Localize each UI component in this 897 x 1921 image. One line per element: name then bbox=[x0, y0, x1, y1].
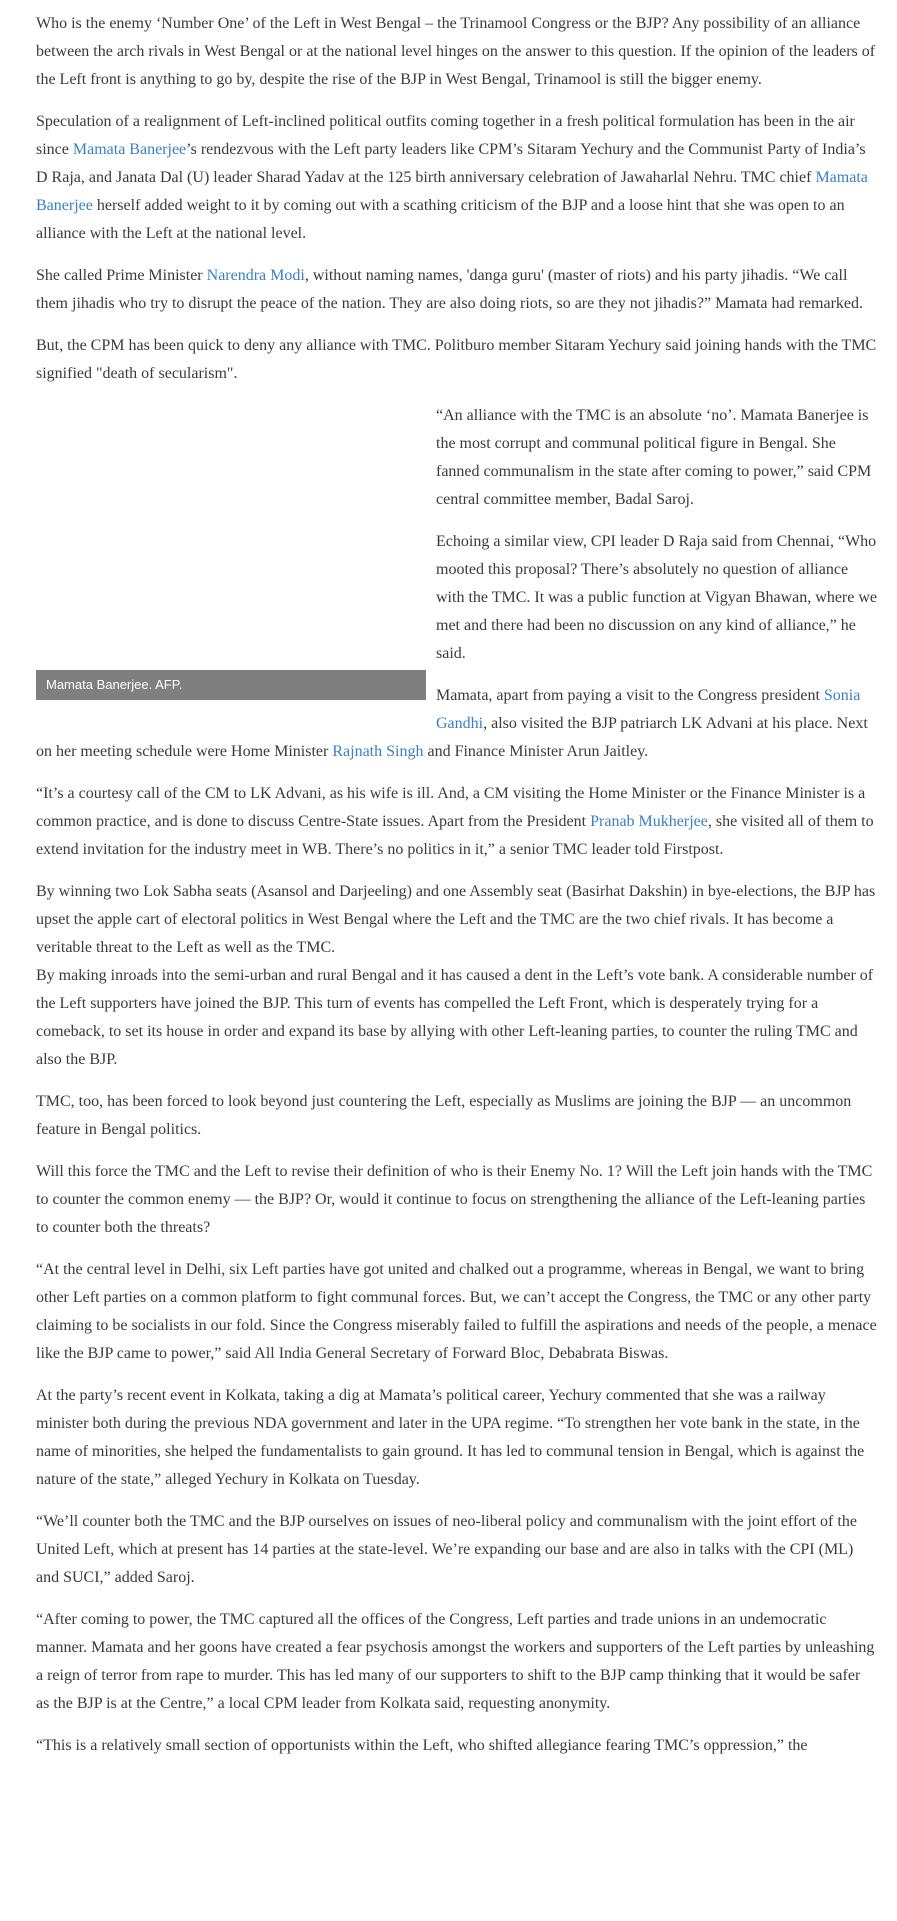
paragraph-5: “An alliance with the TMC is an absolute ‘no’. Mamata Banerjee is the most corrupt and communal political figure in Bengal. She fanned communalism in the state after coming to power,” said CPM central committee member, Badal Saroj. bbox=[436, 407, 872, 508]
paragraph-8 bbox=[36, 780, 877, 864]
text: She called Prime Minister bbox=[36, 267, 207, 284]
paragraph-11: TMC, too, has been forced to look beyond just countering the Left, especially as Muslims are joining the BJP — an uncommon feature in Bengal politics. bbox=[36, 1093, 852, 1138]
text: , she visited all of them to extend invitation for the industry meet in WB. There’s no politics in it,” a senior TMC leader told Firstpost. bbox=[36, 813, 874, 858]
paragraph-15: “We’ll counter both the TMC and the BJP ourselves on issues of neo-liberal policy and communalism with the joint effort of the United Left, which at present has 14 parties at the state-level. We’re expanding our base and are also in talks with the CPI (ML) and SUCI,” added Saroj. bbox=[36, 1513, 857, 1586]
image-caption: Mamata Banerjee. AFP. bbox=[36, 670, 426, 700]
paragraph-14: At the party’s recent event in Kolkata, taking a dig at Mamata’s political career, Yechury commented that she was a railway minister both during the previous NDA government and later in the UPA regime. “To strengthen her vote bank in the state, in the name of minorities, she helped the fundamentalists to gain ground. It has led to communal tension in Bengal, which is against the nature of the state,” alleged Yechury in Kolkata on Tuesday. bbox=[36, 1387, 865, 1488]
paragraph-13: “At the central level in Delhi, six Left parties have got united and chalked out a programme, whereas in Bengal, we want to bring other Left parties on a common platform to fight communal forces. But, we can’t accept the Congress, the TMC or any other party claiming to be socialists in our fold. Since the Congress miserably failed to fulfill the aspirations and needs of the people, a menace like the BJP came to power,” said All India General Secretary of Forward Bloc, Debabrata Biswas. bbox=[36, 1261, 877, 1362]
paragraph-12: Will this force the TMC and the Left to revise their definition of who is their Enemy No. 1? Will the Left join hands with the TMC to counter the common enemy — the BJP? Or, would it continue to focus on strengthening the alliance of the Left-leaning parties to counter both the threats? bbox=[36, 1163, 873, 1236]
paragraph-9: By winning two Lok Sabha seats (Asansol and Darjeeling) and one Assembly seat (Basirhat Dakshin) in bye-elections, the BJP has upset the apple cart of electoral politics in West Bengal where the Left and the TMC are the two chief rivals. It has become a veritable threat to the Left as well as the TMC. bbox=[36, 883, 876, 956]
paragraph-4: But, the CPM has been quick to deny any alliance with TMC. Politburo member Sitaram Yechury said joining hands with the TMC signified "death of secularism". bbox=[36, 337, 877, 382]
paragraph-16: “After coming to power, the TMC captured all the offices of the Congress, Left parties and trade unions in an undemocratic manner. Mamata and her goons have created a fear psychosis amongst the workers and supporters of the Left parties by unleashing a reign of terror from rape to murder. This has led many of our supporters to shift to the BJP camp thinking that it would be safer as the BJP is at the Centre,” a local CPM leader from Kolkata said, requesting anonymity. bbox=[36, 1611, 875, 1712]
paragraph-1: Who is the enemy ‘Number One’ of the Left in West Bengal – the Trinamool Congress or the BJP? Any possibility of an alliance between the arch rivals in West Bengal or at the national level hinges on the answer to this question. If the opinion of the leaders of the Left front is anything to go by, despite the rise of the BJP in West Bengal, Trinamool is still the bigger enemy. bbox=[36, 15, 876, 88]
text: Speculation of a realignment of Left-inclined political outfits coming together in a fresh political formulation has been in the air since bbox=[36, 113, 855, 158]
link-mamata-banerjee-2[interactable]: Mamata Banerjee bbox=[36, 169, 868, 214]
link-pranab-mukherjee[interactable]: Pranab Mukherjee bbox=[590, 813, 708, 830]
text: ’s rendezvous with the Left party leaders like CPM’s Sitaram Yechury and the Communist Party of India’s D Raja, and Janata Dal (U) leader Sharad Yadav at the 125 birth anniversary celebration of Jawaharlal Nehru. TMC chief bbox=[36, 141, 866, 186]
article-image bbox=[36, 402, 426, 700]
paragraph-3 bbox=[36, 262, 877, 318]
text: herself added weight to it by coming out with a scathing criticism of the BJP and a loose hint that she was open to an alliance with the Left at the national level. bbox=[36, 197, 845, 242]
paragraph-17: “This is a relatively small section of opportunists within the Left, who shifted allegiance fearing TMC’s oppression,” the bbox=[36, 1737, 808, 1754]
text: Mamata, apart from paying a visit to the Congress president bbox=[436, 687, 824, 704]
article-body bbox=[36, 0, 877, 1760]
text: , also visited the BJP patriarch LK Advani at his place. Next on her meeting schedule were Home Minister bbox=[36, 715, 868, 760]
paragraph-10: By making inroads into the semi-urban and rural Bengal and it has caused a dent in the Left’s vote bank. A considerable number of the Left supporters have joined the BJP. This turn of events has compelled the Left Front, which is desperately trying for a comeback, to set its house in order and expand its base by allying with other Left-leaning parties, to counter the ruling TMC and also the BJP. bbox=[36, 967, 874, 1068]
link-sonia-gandhi[interactable]: Sonia Gandhi bbox=[436, 687, 861, 732]
link-mamata-banerjee[interactable]: Mamata Banerjee bbox=[72, 141, 187, 158]
text: and Finance Minister Arun Jaitley. bbox=[423, 743, 649, 760]
link-rajnath-singh[interactable]: Rajnath Singh bbox=[332, 743, 424, 760]
paragraph-6: Echoing a similar view, CPI leader D Raja said from Chennai, “Who mooted this proposal? There’s absolutely no question of alliance with the TMC. It was a public function at Vigyan Bhawan, where we met and there had been no discussion on any kind of alliance,” he said. bbox=[436, 533, 878, 662]
text: , without naming names, 'danga guru' (master of riots) and his party jihadis. “We call them jihadis who try to disrupt the peace of the nation. They are also doing riots, so are they not jihadis?” Mamata had remarked. bbox=[36, 267, 864, 312]
text: “It’s a courtesy call of the CM to LK Advani, as his wife is ill. And, a CM visiting the Home Minister or the Finance Minister is a common practice, and is done to discuss Centre-State issues. Apart from the President bbox=[36, 785, 866, 830]
link-narendra-modi[interactable]: Narendra Modi bbox=[206, 267, 305, 284]
paragraph-2 bbox=[36, 108, 877, 248]
